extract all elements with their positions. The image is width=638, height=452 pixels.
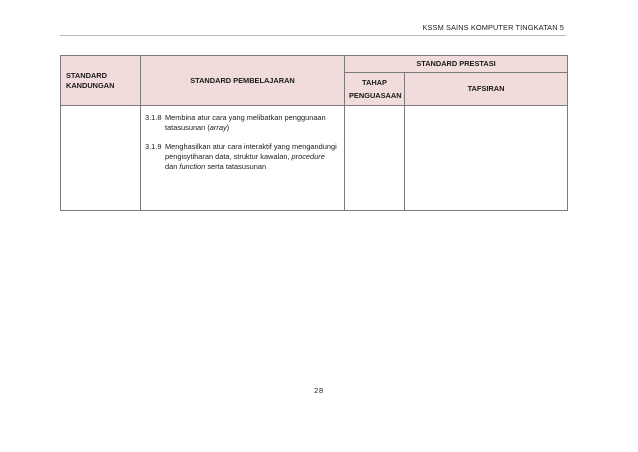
- header-standard-pembelajaran-label: STANDARD PEMBELAJARAN: [190, 75, 295, 85]
- header-standard-pembelajaran: [141, 56, 345, 106]
- item-text: Menghasilkan atur cara interaktif yang mengandungi pengisytiharan data, struktur kawalan, procedure dan function serta tatasusunan: [165, 142, 337, 171]
- cell-tahap-penguasaan: [345, 106, 405, 211]
- header-divider: [60, 35, 566, 36]
- header-tafsiran-label: TAFSIRAN: [467, 84, 505, 93]
- header-tahap-penguasaan-label: TAHAP PENGUASAAN: [349, 78, 402, 100]
- header-tafsiran: [405, 73, 568, 106]
- item-number: 3.1.8: [145, 113, 162, 122]
- page-number: 28: [314, 386, 324, 395]
- document-header: [60, 22, 566, 38]
- cell-standard-pembelajaran: [141, 106, 345, 211]
- learning-standard-item: [145, 142, 344, 172]
- header-standard-kandungan-label: STANDARD KANDUNGAN: [66, 70, 115, 90]
- learning-standard-item: [145, 113, 344, 133]
- cell-tafsiran: [405, 106, 568, 211]
- header-tahap-penguasaan: [345, 73, 405, 106]
- item-text: Membina atur cara yang melibatkan penggunaan tatasusunan (array): [165, 113, 326, 132]
- item-number: 3.1.9: [145, 142, 162, 151]
- header-standard-prestasi: [345, 56, 568, 73]
- header-standard-prestasi-label: STANDARD PRESTASI: [416, 59, 496, 68]
- header-standard-kandungan: [61, 56, 141, 106]
- cell-standard-kandungan: [61, 106, 141, 211]
- standards-table: [60, 55, 568, 211]
- document-header-title: KSSM SAINS KOMPUTER TINGKATAN 5: [422, 23, 564, 32]
